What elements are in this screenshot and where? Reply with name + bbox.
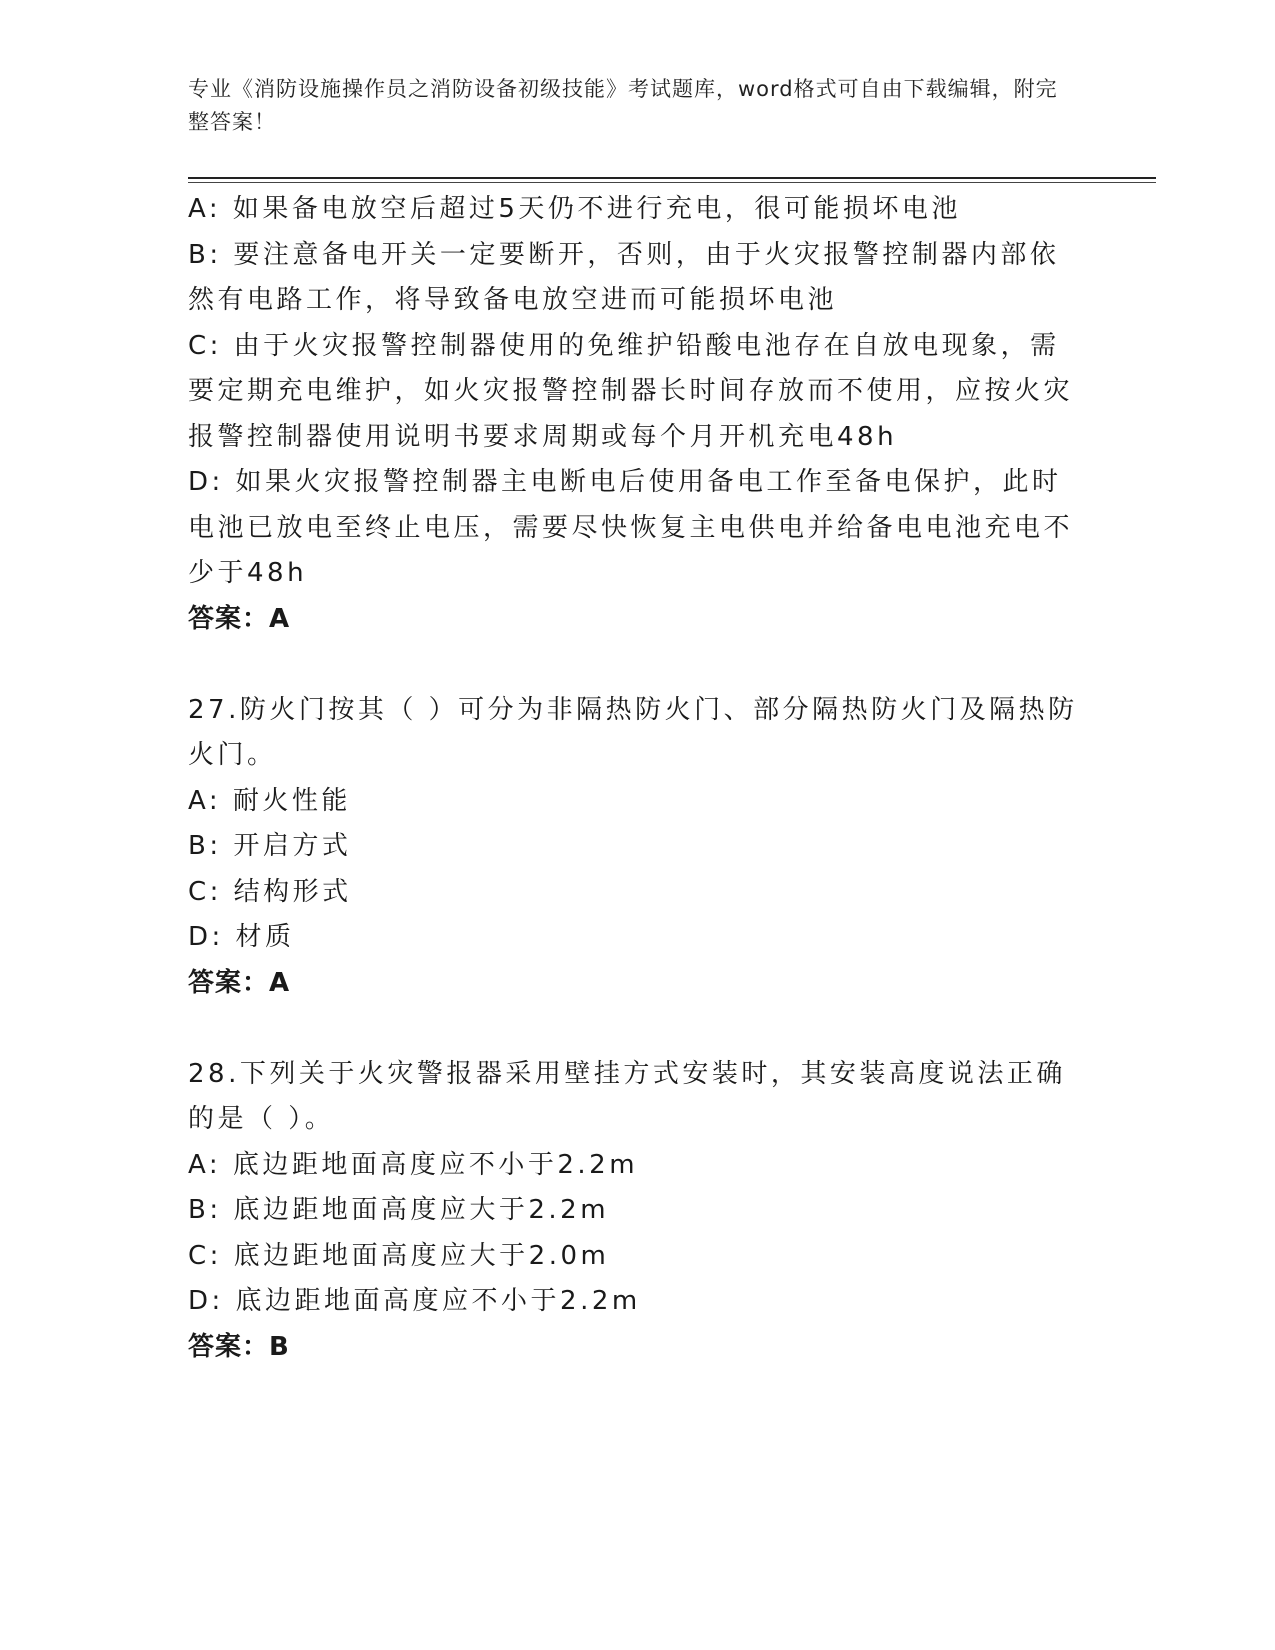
q28-option-b: B: 底边距地面高度应大于2.2m <box>188 1195 610 1225</box>
spacer <box>188 1006 1078 1052</box>
q27-question: 27.防火门按其（ ）可分为非隔热防火门、部分隔热防火门及隔热防火门。 <box>188 694 1078 770</box>
q28-question: 28.下列关于火灾警报器采用壁挂方式安装时，其安装高度说法正确的是（ ）。 <box>188 1058 1066 1134</box>
question-27-block <box>188 688 1078 1007</box>
q26-option-c: C: 由于火灾报警控制器使用的免维护铅酸电池存在自放电现象，需要定期充电维护，如火灾报警控制器长时间存放而不使用，应按火灾报警控制器使用说明书要求周期或每个月开机充电48h <box>188 330 1074 452</box>
q26-option-d: D: 如果火灾报警控制器主电断电后使用备电工作至备电保护，此时电池已放电至终止电压，需要尽快恢复主电供电并给备电电池充电不少于48h <box>188 467 1074 588</box>
q26-option-a: A: 如果备电放空后超过5天仍不进行充电，很可能损坏电池 <box>188 194 961 224</box>
q28-answer: 答案：B <box>188 1331 290 1362</box>
header-divider-thin <box>188 182 1156 183</box>
question-28-block <box>188 1052 1078 1371</box>
question-content <box>188 187 1078 1370</box>
question-26-block <box>188 187 1078 642</box>
q27-option-c: C: 结构形式 <box>188 876 352 907</box>
q28-option-d: D: 底边距地面高度应不小于2.2m <box>188 1286 641 1316</box>
q27-option-a: A: 耐火性能 <box>188 785 351 816</box>
document-header: 专业《消防设施操作员之消防设备初级技能》考试题库，word格式可自由下载编辑，附完整答案！ <box>188 77 1058 134</box>
spacer <box>188 642 1078 688</box>
q26-option-b: B: 要注意备电开关一定要断开，否则，由于火灾报警控制器内部依然有电路工作，将导致备电放空进而可能损坏电池 <box>188 239 1060 315</box>
q27-answer: 答案：A <box>188 967 291 998</box>
header-divider-thick <box>188 177 1156 179</box>
q28-option-c: C: 底边距地面高度应大于2.0m <box>188 1240 610 1271</box>
q27-option-d: D: 材质 <box>188 922 295 952</box>
q28-option-a: A: 底边距地面高度应不小于2.2m <box>188 1149 639 1180</box>
q27-option-b: B: 开启方式 <box>188 831 352 861</box>
q26-answer: 答案：A <box>188 603 291 634</box>
